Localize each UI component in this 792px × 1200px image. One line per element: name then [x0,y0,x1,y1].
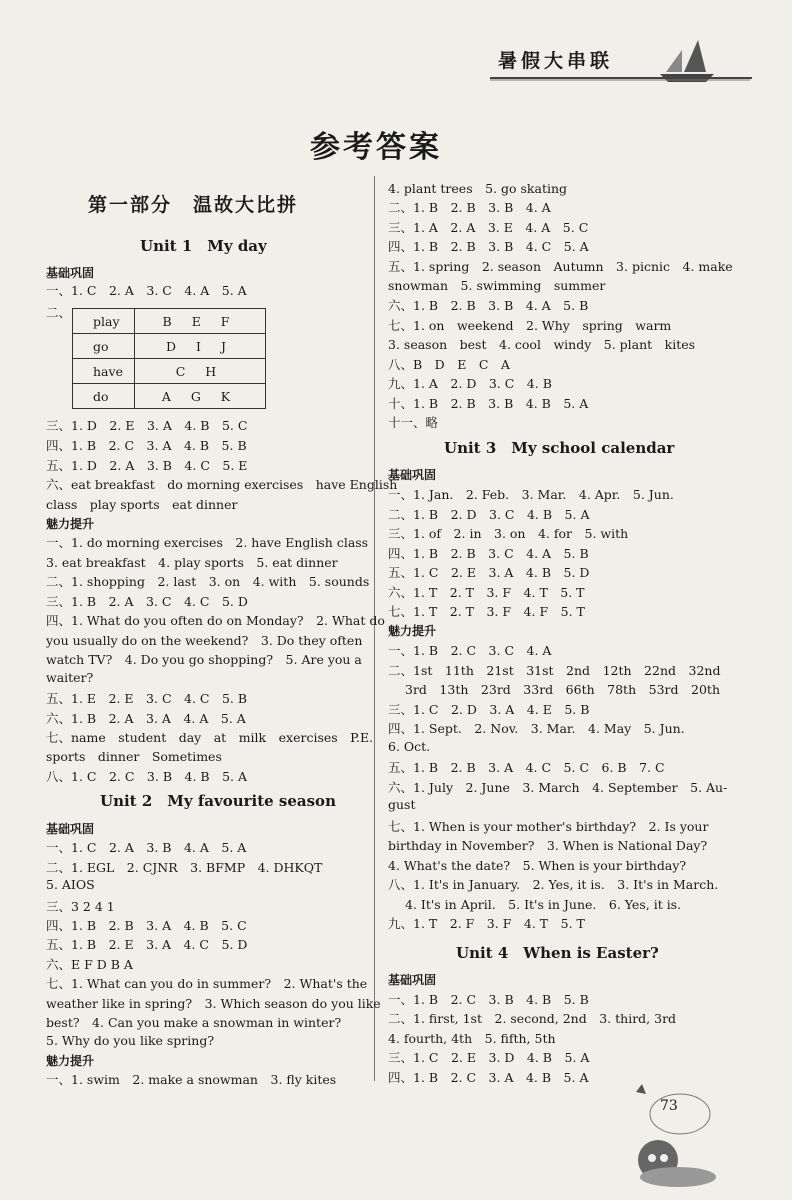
table-cell: play [73,309,135,334]
table-row [73,309,266,334]
page-number: 73 [660,1098,678,1114]
answer-line: 五、1. C 2. E 3. A 4. B 5. D [388,565,590,580]
header-rule [490,77,752,79]
answer-line: watch TV? 4. Do you go shopping? 5. Are you a [46,652,362,667]
table-row [73,334,266,359]
answer-line: sports dinner Sometimes [46,749,222,764]
answer-line: 四、1. B 2. B 3. C 4. A 5. B [388,546,589,561]
answer-line: 六、E F D B A [46,957,133,972]
answer-line: 三、1. B 2. A 3. C 4. C 5. D [46,594,248,609]
answer-line: 一、1. do morning exercises 2. have English class [46,535,369,550]
answer-line: 八、B D E C A [388,357,510,372]
answer-line: 七、1. T 2. T 3. F 4. F 5. T [388,604,585,619]
answer-line: 四、1. Sept. 2. Nov. 3. Mar. 4. May 5. Jun. [388,721,685,736]
answer-line: 4. fourth, 4th 5. fifth, 5th [388,1031,556,1046]
answer-line: 五、1. B 2. E 3. A 4. C 5. D [46,937,248,952]
unit-title: Unit 3 My school calendar [444,439,675,457]
answer-line: 三、3 2 4 1 [46,899,115,914]
answer-line: 5. Why do you like spring? [46,1033,215,1048]
answer-line: 二、1. EGL 2. CJNR 3. BFMP 4. DHKQT [46,860,323,875]
answer-line: 九、1. T 2. F 3. F 4. T 5. T [388,916,585,931]
table-cell: A G K [135,384,266,409]
answer-line: 四、1. B 2. C 3. A 4. B 5. A [388,1070,589,1085]
section-label: 基础巩固 [388,973,437,987]
answer-line: 六、1. July 2. June 3. March 4. September 5. Au- [388,780,728,795]
answer-line: 五、1. E 2. E 3. C 4. C 5. B [46,691,248,706]
answer-line: 五、1. spring 2. season Autumn 3. picnic 4. make [388,259,733,274]
answer-line: 三、1. A 2. A 3. E 4. A 5. C [388,220,589,235]
section-label: 基础巩固 [46,266,95,280]
answer-line: 4. It's in April. 5. It's in June. 6. Yes, it is. [405,897,682,912]
table-cell: go [73,334,135,359]
answer-line: 二、1st 11th 21st 31st 2nd 12th 22nd 32nd [388,663,721,678]
page-title: 参考答案 [310,130,442,165]
answer-line: 六、1. B 2. A 3. A 4. A 5. A [46,711,246,726]
answer-line: 二、1. B 2. D 3. C 4. B 5. A [388,507,590,522]
answer-line: best? 4. Can you make a snowman in winter? [46,1015,342,1030]
section-label: 魅力提升 [46,517,95,531]
answer-line: birthday in November? 3. When is National Day? [388,838,708,853]
answer-line: weather like in spring? 3. Which season do you like [46,996,381,1011]
table-cell: do [73,384,135,409]
answer-line: waiter? [46,670,94,685]
answer-line: 三、1. C 2. D 3. A 4. E 5. B [388,702,590,717]
answer-line: 一、1. C 2. A 3. C 4. A 5. A [46,283,247,298]
answer-line: 一、1. swim 2. make a snowman 3. fly kites [46,1072,337,1087]
answer-line: 三、1. C 2. E 3. D 4. B 5. A [388,1050,590,1065]
answer-line: 八、1. C 2. C 3. B 4. B 5. A [46,769,248,784]
header-title: 暑假大串联 [498,50,614,72]
answer-line: 七、1. on weekend 2. Why spring warm [388,318,672,333]
answer-line: 3rd 13th 23rd 33rd 66th 78th 53rd 20th [405,682,720,697]
answer-line: 4. plant trees 5. go skating [388,181,568,196]
section-label: 魅力提升 [388,624,437,638]
answer-line: 6. Oct. [388,739,431,754]
answer-line: 三、1. of 2. in 3. on 4. for 5. with [388,526,629,541]
section-label: 基础巩固 [46,822,95,836]
answer-line: 四、1. B 2. C 3. A 4. B 5. B [46,438,247,453]
answer-line: 二、 [46,305,72,320]
answer-line: 3. eat breakfast 4. play sports 5. eat dinner [46,555,338,570]
table-row [73,384,266,409]
answer-line: gust [388,797,416,812]
answer-line: 四、1. B 2. B 3. B 4. C 5. A [388,239,589,254]
answer-line: 五、1. B 2. B 3. A 4. C 5. C 6. B 7. C [388,760,665,775]
table-cell: have [73,359,135,384]
unit-title: Unit 1 My day [140,237,267,255]
answer-line: 5. AIOS [46,877,95,892]
table-cell: D I J [135,334,266,359]
part-title: 第一部分 温故大比拼 [88,194,299,216]
unit-title: Unit 2 My favourite season [100,792,336,810]
answer-line: 九、1. A 2. D 3. C 4. B [388,376,552,391]
answer-line: 七、1. What can you do in summer? 2. What's the [46,976,368,991]
answer-line: 二、1. shopping 2. last 3. on 4. with 5. sounds [46,574,370,589]
answer-line: 五、1. D 2. A 3. B 4. C 5. E [46,458,248,473]
answer-line: you usually do on the weekend? 3. Do they often [46,633,363,648]
table-row [73,359,266,384]
answer-line: 一、1. C 2. A 3. B 4. A 5. A [46,840,247,855]
section-label: 基础巩固 [388,468,437,482]
answer-line: 七、1. When is your mother's birthday? 2. Is your [388,819,709,834]
answer-line: 四、1. What do you often do on Monday? 2. What do [46,613,385,628]
answer-line: 一、1. Jan. 2. Feb. 3. Mar. 4. Apr. 5. Jun. [388,487,674,502]
answer-line: 一、1. B 2. C 3. C 4. A [388,643,552,658]
answer-line: snowman 5. swimming summer [388,278,606,293]
answer-line: 六、1. B 2. B 3. B 4. A 5. B [388,298,589,313]
answer-line: 六、eat breakfast do morning exercises have English [46,477,398,492]
answer-line: 十、1. B 2. B 3. B 4. B 5. A [388,396,589,411]
answer-line: 十一、略 [388,415,439,430]
answer-line: 3. season best 4. cool windy 5. plant kites [388,337,696,352]
answer-line: 六、1. T 2. T 3. F 4. T 5. T [388,585,585,600]
answer-line: 八、1. It's in January. 2. Yes, it is. 3. It's in March. [388,877,719,892]
answer-line: 一、1. B 2. C 3. B 4. B 5. B [388,992,589,1007]
answer-table [72,308,266,409]
answer-line: 4. What's the date? 5. When is your birthday? [388,858,687,873]
answer-line: 二、1. B 2. B 3. B 4. A [388,200,551,215]
answer-line: 三、1. D 2. E 3. A 4. B 5. C [46,418,248,433]
answer-line: 四、1. B 2. B 3. A 4. B 5. C [46,918,247,933]
table-cell: B E F [135,309,266,334]
section-label: 魅力提升 [46,1054,95,1068]
table-cell: C H [135,359,266,384]
answer-line: 二、1. first, 1st 2. second, 2nd 3. third, 3rd [388,1011,677,1026]
answer-line: class play sports eat dinner [46,497,238,512]
unit-title: Unit 4 When is Easter? [456,944,659,962]
answer-line: 七、name student day at milk exercises P.E. [46,730,374,745]
